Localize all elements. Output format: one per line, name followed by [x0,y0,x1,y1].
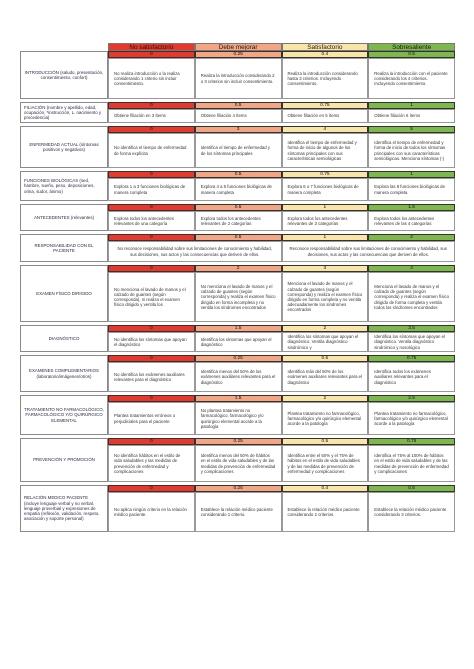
score-value: 1 [368,171,455,178]
level-description: Obtiene filiación en 3 ítems [108,109,195,123]
criterion-label: ENFERMEDAD ACTUAL (síntomas positivos y negativos) [20,126,108,168]
score-bar [108,395,455,402]
score-value: 3 [282,265,369,272]
score-value: 0 [108,485,195,492]
score-value: 0.25 [195,438,282,445]
criterion-row [20,485,455,532]
criterion-levels [108,102,455,123]
level-description: Explora las 8 funciones biológicas de manera completa [368,178,455,201]
score-value: 0 [108,102,195,109]
criterion-row [20,438,455,482]
score-value: 0.5 [195,102,282,109]
score-bar [108,126,455,133]
level-description: Menciona el lavado de manos y el calzado de guantes (según corresponda) y realiza el examen físico dirigido de forma completa y ventila todos los síndromes encontrados [368,272,455,322]
criterion-label: RESPONSABILIDAD CON EL PACIENTE [20,234,108,262]
criterion-levels [108,395,455,435]
level-description: Identifica el tiempo de enfermedad y de los síntomas principales [195,133,282,168]
level-description: Establece la relación médico paciente considerando 3 criterios. [368,492,455,532]
criterion-row [20,355,455,392]
score-value: 1.5 [368,204,455,211]
score-bar [108,234,455,241]
score-value: 0 [108,395,195,402]
level-description: Identifica el 75% al 100% de hábitos en el estilo de vida saludables y de las medidas de prevención de enfermedad y complicaciones [368,445,455,482]
level-description: Identifica entre el 50% y el 75% de hábitos en el estilo de vida saludables y de las medidas de prevención de enfermedad y complicaciones [282,445,369,482]
score-value: 2 [282,395,369,402]
header-level-debe-mejorar: Debe mejorar [195,43,282,51]
criterion-levels [108,265,455,322]
criterion-levels [108,485,455,532]
rubric-header [20,43,455,51]
score-value: 0.5 [195,171,282,178]
score-value: 2 [195,265,282,272]
score-bar [108,438,455,445]
score-value: 5 [368,126,455,133]
level-description: Plantea tratamiento no farmacológico, farmacológico y/o quirúrgico elemental acorde a la patología [368,402,455,435]
criterion-levels [108,171,455,201]
criterion-row [20,126,455,168]
level-description: No identifica los síntomas que apoyan el diagnóstico [108,332,195,352]
score-value: 0.75 [368,355,455,362]
level-description: Plantea tratamiento no farmacológico, farmacológico y/o quirúrgico elemental acorde a la patología [282,402,369,435]
level-description: No menciona el lavado de manos y el calzado de guantes (según corresponda) y realiza el examen físico dirigido en forma incompleta y no ventila los síndromes encontrados [195,272,282,322]
score-bar [108,204,455,211]
score-value: 1.5 [195,395,282,402]
score-value: 1 [282,234,369,241]
level-descriptions [108,109,455,123]
criterion-row [20,234,455,262]
criterion-label: RELACIÓN MEDICO PACIENTE (incluye lenguaje verbal y no verbal, lenguaje proverbial y expresiones de empatía (reflexión, validación, respeto, asociación y soporte personal) [20,485,108,532]
level-description: Obtiene filiación 4 ítems [195,109,282,123]
criterion-label: FILIACIÓN (nombre y apellido, edad, ocupación, *instrucción, L. nacimiento y procedencia) [20,102,108,123]
level-description: Identifica todos los exámenes auxiliares relevantes para el diagnóstico [368,362,455,392]
level-description: No aplica ningún criterio en la relación médico paciente. [108,492,195,532]
score-value: 1 [282,204,369,211]
score-bar [108,51,455,58]
level-description: Obtiene filiación en 5 ítems [282,109,369,123]
level-descriptions [108,133,455,168]
score-value: 0 [108,265,195,272]
level-description: Explora todos los antecedentes relevantes de 2 categorías [195,211,282,231]
level-descriptions [108,178,455,201]
level-description: Identifica los síntomas que apoyan el diagnóstico. Ventila diagnóstico sindrómico y [282,332,369,352]
level-descriptions [108,332,455,352]
score-bar [108,102,455,109]
level-descriptions [108,211,455,231]
level-description: No realiza introducción o la realiza considerando 1 criterio sin incluir consentimiento. [108,58,195,99]
score-value: 0 [108,204,195,211]
criterion-levels [108,234,455,262]
level-description: No menciona el lavado de manos y el calzado de guantes (según corresponda), ni realiza el examen físico dirigido y ventila los [108,272,195,322]
level-description: Plantea tratamientos erróneos o perjudiciales para el paciente [108,402,195,435]
score-value: 4 [368,265,455,272]
level-description-merged: Reconoce responsabilidad sobre sus limitaciones de conocimiento y habilidad, sus decisiones, sus actos y las consecuencias que deriven de ellos. [282,241,456,262]
criterion-label: INTRODUCCIÓN (saludo, presentación, consentimiento, confort) [20,51,108,99]
rubric-body [20,51,455,532]
score-value: 0 [108,355,195,362]
criterion-levels [108,438,455,482]
level-description: Menciona el lavado de manos y el calzado de guantes (según corresponda) y realiza el examen físico dirigido en forma completa y no ventila adecuadamente los síndromes encontrados [282,272,369,322]
criterion-label: ANTECEDENTES (relevantes) [20,204,108,231]
score-value: 2.5 [368,395,455,402]
score-value: 1.5 [195,325,282,332]
level-description: No identifica el tiempo de enfermedad de forma explícita [108,133,195,168]
score-value: 0 [108,171,195,178]
criterion-row [20,204,455,231]
level-descriptions [108,362,455,392]
criterion-levels [108,126,455,168]
level-description: Identifica menos del 50% de los exámenes auxiliares relevantes para el diagnóstico [195,362,282,392]
criterion-levels [108,204,455,231]
criterion-row [20,51,455,99]
score-value: 0.4 [282,51,369,58]
score-value: 0 [108,234,195,241]
score-bar [108,325,455,332]
level-description: Identifica el tiempo de enfermedad y forma de inicio de todos los síntomas principales con sus características semiológicas. Menciona síntomas (-) [368,133,455,168]
level-descriptions [108,492,455,532]
score-value: 0.25 [195,51,282,58]
criterion-label: DIAGNÓSTICO [20,325,108,352]
level-description: Explora 4 a 5 funciones biológicas de manera completa [195,178,282,201]
level-description: Identifica los síntomas que apoyan el diagnóstico [195,332,282,352]
score-value: 1 [368,102,455,109]
level-description: Realiza la introducción considerando 2 o 3 criterios sin incluir consentimiento. [195,58,282,99]
score-value: 0 [108,126,195,133]
score-bar [108,355,455,362]
criterion-row [20,395,455,435]
score-value: 0.5 [368,485,455,492]
score-value: 0.5 [195,204,282,211]
level-description: Identifica los síntomas que apoyan el diagnóstico. Ventila diagnóstico sindrómico y nosológico [368,332,455,352]
level-description: Establece la relación médico paciente considerando 2 criterios. [282,492,369,532]
criterion-label: PREVENCIÓN Y PROMOCIÓN [20,438,108,482]
score-value: 3.5 [368,325,455,332]
criterion-row [20,102,455,123]
level-descriptions [108,272,455,322]
score-value: 3 [195,126,282,133]
criterion-label: FUNCIONES BIOLÓGICAS (sed, hambre, sueño, peso, deposiciones, orina, sudor, ánimo) [20,171,108,201]
score-value: 0.5 [282,438,369,445]
level-descriptions [108,241,455,262]
score-bar [108,171,455,178]
score-bar [108,485,455,492]
criterion-label: EXAMEN FÍSICO DIRIGIDO [20,265,108,322]
score-value: 0 [108,438,195,445]
criterion-row [20,265,455,322]
score-value: 0.25 [195,355,282,362]
score-value: 0.5 [282,355,369,362]
criterion-label: EXAMENES COMPLEMENTARIOS (laboratorio/imágenes/otros) [20,355,108,392]
level-description: Explora todos los antecedentes relevantes de 3 categorías [282,211,369,231]
level-description-merged: No reconoce responsabilidad sobre sus limitaciones de conocimiento y habilidad, sus decisiones, sus actos y las consecuencias que deriven de ellos. [108,241,282,262]
level-description: Identifica más del 50% de los exámenes auxiliares relevantes para el diagnóstico [282,362,369,392]
score-value: 2 [368,234,455,241]
score-value: 4 [282,126,369,133]
level-description: Realiza la introducción con el paciente considerando los 4 criterios. Incluyendo consentimiento. [368,58,455,99]
score-value: 0.25 [195,485,282,492]
level-description: Explora todos los antecedentes relevantes de una categoría [108,211,195,231]
header-level-satisfactorio: Satisfactorio [282,43,369,51]
rubric-table [20,43,455,532]
level-descriptions [108,402,455,435]
criterion-levels [108,355,455,392]
score-value: 0.75 [282,102,369,109]
score-value: 0 [108,325,195,332]
criterion-levels [108,51,455,99]
level-description: Obtiene filiación 6 ítems [368,109,455,123]
level-description: Identifica el tiempo de enfermedad y forma de inicio de algunos de los síntomas principales con sus características semiológicas [282,133,369,168]
score-value: 0.5 [195,234,282,241]
level-description: No plantea tratamiento no farmacológico, farmacológico y/o quirúrgico elemental acorde a la patología [195,402,282,435]
score-bar [108,265,455,272]
criterion-row [20,325,455,352]
criterion-row [20,171,455,201]
score-value: 0 [108,51,195,58]
score-value: 0.75 [368,438,455,445]
score-value: 0.4 [282,485,369,492]
level-descriptions [108,58,455,99]
criterion-label: TRATAMIENTO NO FARMACOLÓGICO, FARMACOLÓGICO Y/O QUIRÚRGICO ELEMENTAL [20,395,108,435]
level-description: Establece la relación médico paciente considerando 1 criterio. [195,492,282,532]
header-level-no-satisfactorio: No satisfactorio [108,43,195,51]
level-description: Explora 6 o 7 funciones biológicas de manera completa [282,178,369,201]
criterion-levels [108,325,455,352]
level-descriptions [108,445,455,482]
level-description: No identifica hábitos en el estilo de vida saludables y las medidas de prevención de enfermedad y complicaciones [108,445,195,482]
header-level-sobresaliente: Sobresaliente [368,43,455,51]
score-value: 0.5 [368,51,455,58]
header-corner [20,43,108,51]
level-description: No identifica los exámenes auxiliares relevantes para el diagnóstico [108,362,195,392]
level-description: Realiza la introducción considerando hasta 3 criterios. Incluyendo consentimiento. [282,58,369,99]
level-description: Explora 1 a 3 funciones biológicas de manera completa [108,178,195,201]
level-description: Identifica menos del 50% de hábitos en el estilo de vida saludables y de las medidas de prevención de enfermedad y complicaciones [195,445,282,482]
level-description: Explora todos los antecedentes relevantes de las 4 categorías [368,211,455,231]
score-value: 0.75 [282,171,369,178]
score-value: 2 [282,325,369,332]
